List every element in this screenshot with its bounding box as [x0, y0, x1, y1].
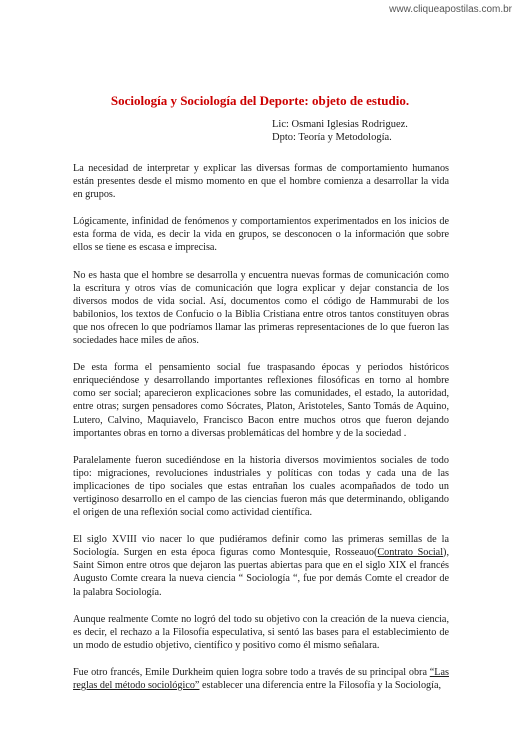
paragraph-2: Lógicamente, infinidad de fenómenos y comportamientos experimentados en los inicios de esta forma de vida, es decir la vida en grupos, se desconocen o la información que sobre ellos se tiene es escasa e imprecisa.: [73, 216, 449, 254]
document-body: [73, 162, 449, 706]
paragraph-4: De esta forma el pensamiento social fue traspasando épocas y periodos históricos enriqueciéndose y desarrollando importantes reflexiones filosóficas en torno al hombre como ser social; aparecieron explicaciones sobre las comunidades, el estado, la autoridad, entre otras; surgen pensadores como Sócrates, Platon, Aristoteles, Santo Tomás de Aquino, Lutero, Calvino, Maquiavelo, Francisco Bacon entre muchos otros que fueron dejando importantes obras en torno a diversas problemáticas del hombre y de la sociedad .: [73, 362, 449, 439]
paragraph-6-text-start: El siglo XVIII vio nacer lo que pudiéramos definir como las primeras semillas de la Sociología. Surgen en esta época figuras como Montesquie, Rosseauo(: [73, 534, 449, 559]
paragraph-8-text-start: Fue otro francés, Emile Durkheim quien logra sobre todo a través de su principal obra: [73, 666, 430, 678]
document-title: Sociología y Sociología del Deporte: objeto de estudio.: [110, 93, 410, 108]
paragraph-3: No es hasta que el hombre se desarrolla y encuentra nuevas formas de comunicación como la escritura y otros vías de comunicación que logra explicar y dejar constancia de los diversos modos de vida social. Así, documentos como el código de Hammurabi de los babilonios, los textos de Confucio o la Biblia Cristiana entre otros tantos constituyen obras que nos ofrecen lo que podríamos llamar las primeras representaciones de lo que fueron las sociedades hace miles de años.: [73, 269, 449, 347]
contrato-social-link[interactable]: Contrato Social: [377, 547, 444, 559]
paragraph-7: Aunque realmente Comte no logró del todo su objetivo con la creación de la nueva ciencia, es decir, el rechazo a la Filosofía especulativa, si sentó las bases para el establecimiento de un modo de estudio objetivo, científico y positivo como él mismo señalara.: [73, 613, 449, 651]
reglas-metodo-link[interactable]: “Las reglas del método sociológico”: [73, 666, 449, 691]
author-department: Dpto: Teoría y Metodología.: [272, 132, 392, 143]
watermark: www.cliqueapostilas.com.br: [389, 4, 512, 15]
paragraph-8-text-end: establecer una diferencia entre la Filosofía y la Sociología,: [199, 680, 442, 691]
paragraph-6-text-end: ), Saint Simon entre otros que dejaron las puertas abiertas para que en el siglo XIX el francés Augusto Comte creara la nueva ciencia “ Sociología “, fue por demás Comte el creador de la palabra Sociología.: [73, 547, 449, 598]
paragraph-8: [73, 666, 449, 692]
paragraph-6: [73, 533, 449, 598]
paragraph-5: Paralelamente fueron sucediéndose en la historia diversos movimientos sociales de todo tipo: migraciones, revoluciones industriales y políticas con todas y cada una de las implicaciones de tipo sociales que estas entrañan los cuales acompañados de todo un vertiginoso desarrollo en el campo de las ciencias fueron más que determinando, obligando el origen de una reflexión social como actividad científica.: [73, 454, 449, 519]
author-name: Lic: Osmani Iglesias Rodriguez.: [272, 119, 408, 130]
paragraph-1: La necesidad de interpretar y explicar las diversas formas de comportamiento humanos están presentes desde el mismo momento en que el hombre comienza a desarrollar la vida en grupos.: [73, 163, 449, 201]
